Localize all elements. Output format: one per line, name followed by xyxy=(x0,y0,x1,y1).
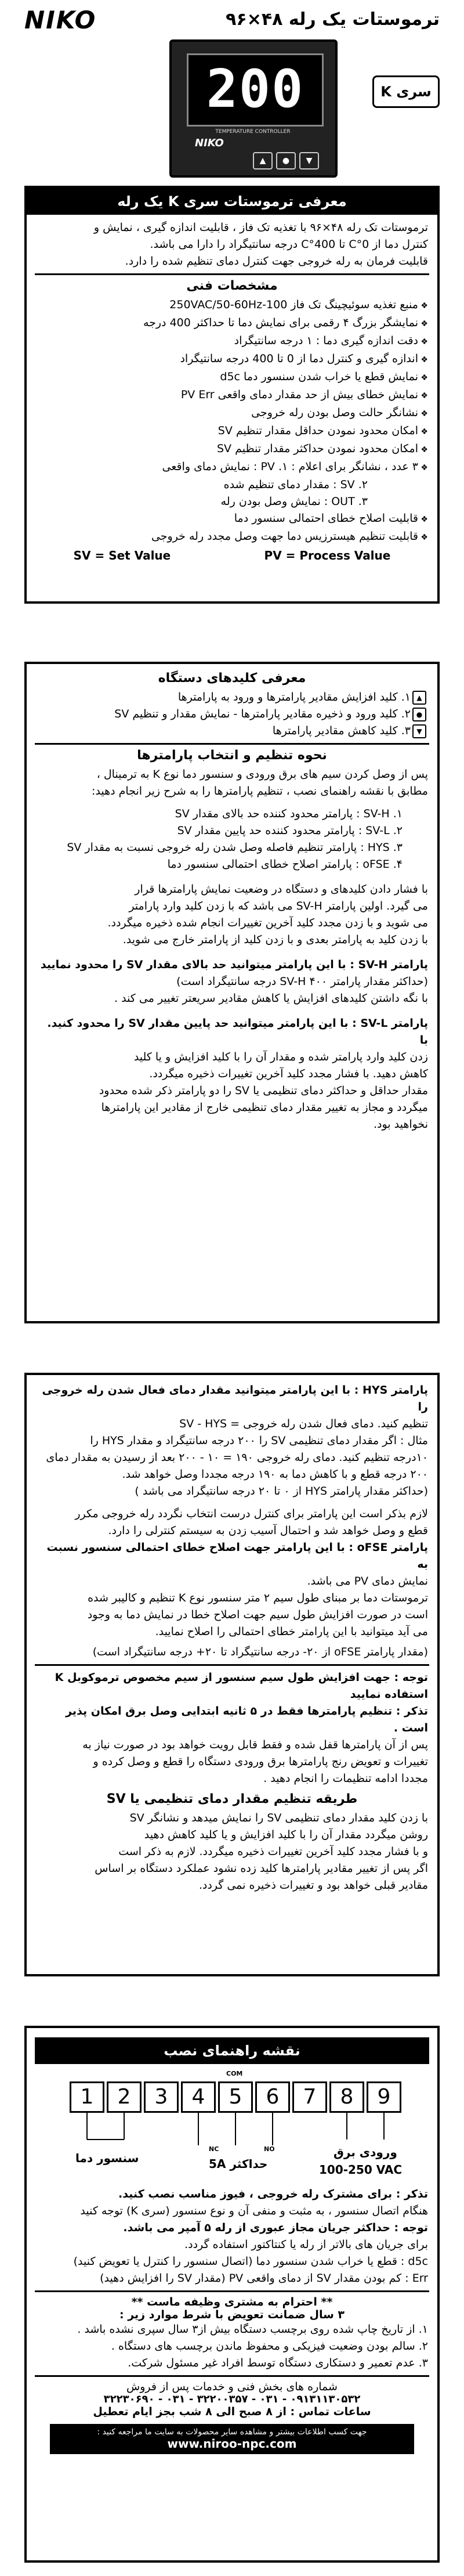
value-legend xyxy=(27,549,437,562)
terminal: 4 xyxy=(181,2081,216,2113)
paragraph-line: ترموستات دما بر مبنای طول سیم ۲ متر سنسور نوع K تنظیم و کالیبر شده xyxy=(88,1592,428,1604)
key-item: ▼۳. کلید کاهش مقادیر پارامترها xyxy=(27,723,437,739)
warning-line: پس از آن پارامترها قفل شده و فقط قابل رویت خواهد بود در صورت نیاز به xyxy=(82,1738,428,1751)
sv-line: روشن میگردد مقدار آن را با کلید افزایش و یا کلید کاهش دهید xyxy=(144,1828,428,1841)
device-display xyxy=(187,53,324,127)
paragraph-line: نخواهید بود. xyxy=(373,1118,428,1131)
install-note: Err : کم بودن مقدار SV از دمای واقعی PV (مقدار SV را افزایش دهید) xyxy=(100,2272,428,2285)
paragraph-line: مطابق با نقشه راهنمای نصب ، تنظیم پارامترها را به شرح زیر انجام دهید: xyxy=(92,785,428,798)
header xyxy=(24,6,440,180)
device-key-up[interactable]: ▲ xyxy=(253,152,273,169)
install-note: برای جریان های بالاتر از رله یا کنتاکتور استفاده گردد. xyxy=(184,2238,428,2251)
paragraph-line: مثال : اگر مقدار دمای تنظیمی SV را ۲۰۰ درجه سانتیگراد و مقدار HYS را xyxy=(90,1434,428,1447)
intro-bar: معرفی ترموستات سری K یک رله xyxy=(27,188,437,215)
spec-item: ۲. SV : مقدار دمای تنظیم شده xyxy=(223,478,368,491)
spec-item: ❖ امکان محدود نمودن حداقل مقدار تنظیم SV xyxy=(27,423,437,441)
paragraph-line: میگردد و مجاز به تغییر مقدار دمای تنظیمی خارج از مقادیر این پارامترها xyxy=(101,1101,428,1114)
divider xyxy=(35,1664,429,1666)
spec-item: ❖ نمایش خطای بیش از حد مقدار دمای واقعی PV Err xyxy=(27,387,437,405)
sv-line: اگر پس از تغییر مقادیر پارامترها کلید زده نشود عملکرد دستگاه بر اساس xyxy=(95,1862,428,1875)
device-key-down[interactable]: ▼ xyxy=(299,152,319,169)
paragraph-line: مقدار حداقل و حداکثر دمای تنظیمی یا SV را دو پارامتر ذکر شده محدود xyxy=(99,1084,428,1097)
warranty-item: ۳. عدم تعمیر و دستکاری دستگاه توسط افراد غیر مسئول شرکت. xyxy=(128,2357,428,2369)
paragraph-line: پارامتر HYS : با این پارامتر میتوانید مقدار دمای فعال شدن رله خروجی را xyxy=(42,1384,428,1413)
intro-specs-panel xyxy=(24,186,440,604)
paragraph-line: با نگه داشتن کلیدهای افزایش یا کاهش مقادیر سریعتر تغییر می کند . xyxy=(114,992,428,1005)
terminal: 1 xyxy=(70,2081,104,2113)
sv-line: مقادیر قبلی خواهد بود و تغییرات ذخیره نمی گردد. xyxy=(198,1879,428,1892)
terminal: 2 xyxy=(107,2081,142,2113)
contact-hours: ساعات تماس : از ۸ صبح الی ۸ شب بجز ایام تعطیل xyxy=(93,2405,371,2418)
terminal: 7 xyxy=(292,2081,327,2113)
install-note: d5c : قطع یا خراب شدن سنسور دما (اتصال سنسور را کنترل یا تعویض کنید) xyxy=(73,2255,428,2268)
paragraph-line: پارامتر SV-H : با این پارامتر میتوانید حد بالای مقدار SV را محدود نمایید xyxy=(40,958,428,971)
label-nc: NC xyxy=(209,2145,219,2153)
terminal: 9 xyxy=(367,2081,401,2113)
paragraph-line: لازم بذکر است این پارامتر برای کنترل درست انتخاب نگردد رله خروجی مکرر xyxy=(75,1507,428,1520)
divider xyxy=(35,273,429,275)
contact-phones: ۰۹۱۳۱۱۳۰۵۳۲ - ۰۳۱ - ۳۲۲۰۰۳۵۷ - ۰۳۱ - ۳۲۲۳۰۶۹۰ xyxy=(103,2393,361,2405)
install-note: تذکر : برای مشترک رله خروجی ، فیوز مناسب نصب کنید. xyxy=(118,2188,428,2200)
up-key-icon: ▲ xyxy=(412,691,426,705)
paragraph-line: تنظیم کنید. دمای فعال شدن رله خروجی = SV - HYS xyxy=(179,1417,428,1430)
display-value: 200 xyxy=(206,59,304,120)
sv-title: طریقه تنظیم مقدار دمای تنظیمی یا SV xyxy=(106,1792,358,1806)
intro-line: کنترل دما از 0°C تا 400°C درجه سانتیگراد را دارا می باشد. xyxy=(150,238,428,251)
install-panel xyxy=(24,2026,440,2563)
legend-pv: PV = Process Value xyxy=(264,549,391,562)
set-key-icon: ● xyxy=(412,708,426,721)
warranty-item: ۱. از تاریخ چاپ شده روی برچسب دستگاه بیش از۳ سال سپری نشده باشد . xyxy=(77,2323,428,2336)
divider xyxy=(35,2375,429,2377)
series-badge: سری K xyxy=(372,75,440,108)
warranty-title: ** احترام به مشتری وظیفه ماست ** xyxy=(131,2296,333,2308)
paragraph-line: ۱۰درجه تنظیم کنید. دمای رله خروجی ۱۹۰ = ۱۰ - ۲۰۰ بعد از رسیدن به مقدار دمای xyxy=(46,1451,428,1464)
keys-panel xyxy=(24,662,440,1323)
intro-line: ترموستات تک رله ۴۸×۹۶ با تغذیه تک فاز ، قابلیت اندازه گیری ، نمایش و xyxy=(93,221,428,234)
paragraph-line: می آید میتوانید با این پارامتر خطای احتمالی را اصلاح نمایید. xyxy=(155,1625,428,1638)
warning-line: تغییرات و تعویض رنج پارامترها برق ورودی دستگاه را قطع و وصل کرده و xyxy=(93,1755,428,1768)
page-title: ترموستات یک رله ۴۸×۹۶ xyxy=(226,9,440,30)
device-caption: TEMPERATURE CONTROLLER xyxy=(215,129,291,135)
device-key-set[interactable]: ● xyxy=(276,152,296,169)
param-item: ۱. SV-H : پارامتر محدود کننده حد بالای مقدار SV xyxy=(175,807,403,820)
settings-panel xyxy=(24,1373,440,1976)
paragraph-line: پس از وصل کردن سیم های برق ورودی و سنسور دما نوع K به ترمینال ، xyxy=(96,768,428,781)
install-bar: نقشه راهنمای نصب xyxy=(35,2037,429,2064)
param-item: ۴. oFSE : پارامتر اصلاح خطای احتمالی سنسور دما xyxy=(167,858,403,871)
terminal: 3 xyxy=(144,2081,179,2113)
param-item: ۳. HYS : پارامتر تنظیم فاصله وصل شدن رله خروجی نسبت به مقدار SV xyxy=(67,841,403,854)
paragraph-line: کاهش دهید. با فشار مجدد کلید آخرین تغییرات ذخیره میگردد. xyxy=(149,1067,428,1080)
sv-line: و با فشار مجدد کلید آخرین تغییرات ذخیره میگردد. لازم به ذکر است xyxy=(118,1845,428,1858)
spec-item: ❖ نمایشگر بزرگ ۴ رقمی برای نمایش دما تا حداکثر 400 درجه xyxy=(27,315,437,333)
paragraph-line: (حداکثر مقدار پارامتر HYS از ۰ تا ۲۰ درجه سانتیگراد می باشد ) xyxy=(135,1485,428,1498)
device-image xyxy=(169,39,338,178)
warning-line: توجه : جهت افزایش طول سیم سنسور از سیم مخصوص ترموکوبل K استفاده نمایید xyxy=(55,1671,428,1701)
intro-line: قابلیت فرمان به رله خروجی جهت کنترل دمای تنظیم شده را دارد. xyxy=(125,255,428,268)
spec-item: ❖ ۳ عدد ، نشانگر برای اعلام : ۱. PV : نمایش دمای واقعی xyxy=(27,459,437,477)
spec-item: ❖ دقت اندازه گیری دما : ۱ درجه سانتیگراد xyxy=(27,333,437,351)
legend-sv: SV = Set Value xyxy=(73,549,171,562)
specs-title: مشخصات فنی xyxy=(186,279,278,293)
paragraph-line: با زدن کلید به پارامتر بعدی و با زدن کلید از پارامتر خارج می شوید. xyxy=(122,933,428,946)
sv-line: با زدن کلید مقدار دمای تنظیمی SV را نمایش میدهد و نشانگر SV xyxy=(129,1812,428,1824)
paragraph-line: پارامتر oFSE : با این پارامتر جهت اصلاح خطای احتمالی سنسور نسبت به xyxy=(46,1541,428,1571)
terminal: 6 xyxy=(255,2081,290,2113)
key-item: ●۲. کلید ورود و ذخیره مقادیر پارامترها - نمایش مقدار و تنظیم SV xyxy=(27,706,437,723)
spec-item: ❖ نمایش قطع یا خراب شدن سنسور دما d5c xyxy=(27,369,437,387)
warranty-sub: ۳ سال ضمانت تعویض با شرط موارد زیر : xyxy=(119,2308,345,2321)
label-com: COM xyxy=(226,2070,243,2077)
key-item: ▲۱. کلید افزایش مقادیر پارامترها و ورود به پارامترها xyxy=(27,689,437,706)
install-note: هنگام اتصال سنسور ، به مثبت و منفی آن و نوع سنسور (سری K) توجه کنید xyxy=(80,2205,428,2217)
spec-item: ❖ اندازه گیری و کنترل دما از 0 تا 400 درجه سانتیگراد xyxy=(27,351,437,369)
paragraph-line: با فشار دادن کلیدهای و دستگاه در وضعیت نمایش پارامترها قرار xyxy=(135,883,428,896)
down-key-icon: ▼ xyxy=(412,724,426,738)
keys-title: معرفی کلیدهای دستگاه xyxy=(158,671,306,686)
divider xyxy=(35,2290,429,2292)
label-power-fa: ورودی برق xyxy=(334,2145,397,2159)
contact-title: شماره های بخش فنی و خدمات پس از فروش xyxy=(126,2380,338,2393)
paragraph-line: می گیرد. اولین پارامتر SV-H می باشد که با زدن کلید وارد پارامتر xyxy=(129,900,428,912)
spec-item: ❖ قابلیت اصلاح خطای احتمالی سنسور دما xyxy=(27,510,437,528)
params-subtitle: نحوه تنظیم و انتخاب پارامترها xyxy=(137,748,327,763)
spec-item: ۳. OUT : نمایش وصل بودن رله xyxy=(220,495,368,508)
brand-logo: NIKO xyxy=(24,6,97,34)
terminal: 8 xyxy=(329,2081,364,2113)
warning-line: تذکر : تنظیم پارامترها فقط در ۵ ثانیه ابتدایی وصل برق امکان پذیر است . xyxy=(66,1705,428,1734)
install-note: توجه : حداکثر جریان مجاز عبوری از رله ۵ آمپر می باشد. xyxy=(123,2221,428,2234)
spec-item: ❖ نشانگر حالت وصل بودن رله خروجی xyxy=(27,405,437,423)
footer-note: جهت کسب اطلاعات بیشتر و مشاهده سایر محصولات به سایت ما مراجعه کنید : xyxy=(97,2427,367,2437)
label-relay: حداکثر 5A xyxy=(209,2157,268,2171)
warranty-item: ۲. سالم بودن وضعیت فیزیکی و محفوظ ماندن برچسب های دستگاه . xyxy=(111,2340,428,2353)
label-no: NO xyxy=(264,2145,275,2153)
paragraph-line: است در صورت افزایش طول سیم جهت اصلاح خطا در نمایش دما به وجود xyxy=(87,1608,428,1621)
divider xyxy=(35,743,429,745)
paragraph-line: ۲۰۰ درجه قطع و با کاهش دما به ۱۹۰ درجه مجددا وصل خواهد شد. xyxy=(122,1468,428,1481)
paragraph-line: قطع و وصل خواهد شد و احتمال آسیب زدن به سیستم کنترلی را دارد. xyxy=(108,1524,428,1537)
terminal: 5 xyxy=(218,2081,253,2113)
paragraph-line: نمایش دمای PV می باشد. xyxy=(307,1575,428,1588)
label-power: 100-250 VAC xyxy=(319,2163,403,2177)
paragraph-line: زدن کلید وارد پارامتر شده و مقدار آن را با کلید افزایش و یا کلید xyxy=(133,1051,428,1063)
paragraph-line: (حداکثر مقدار پارامتر SV-H ۴۰۰ درجه سانتیگراد است) xyxy=(176,975,428,988)
spec-item: ❖ امکان محدود نمودن حداکثر مقدار تنظیم SV xyxy=(27,441,437,459)
spec-item: ❖ منبع تغذیه سوئیچینگ تک فاز 100-250VAC/50-60Hz xyxy=(27,297,437,315)
website-box xyxy=(50,2424,414,2454)
warning-line: مجددا ادامه تنظیمات را انجام دهید . xyxy=(263,1772,428,1785)
paragraph-line: می شوید و با زدن مجدد کلید آخرین تغییرات انجام شده ذخیره میگردد. xyxy=(107,917,428,929)
spec-item: ❖ قابلیت تنظیم هیسترزیس دما جهت وصل مجدد رله خروجی xyxy=(27,528,437,546)
wiring-diagram xyxy=(35,2064,429,2186)
device-brand: NIKO xyxy=(195,137,224,149)
label-sensor: سنسور دما xyxy=(75,2151,139,2165)
paragraph-line: پارامتر SV-L : با این پارامتر میتوانید حد پایین مقدار SV را محدود کنید. با xyxy=(47,1017,428,1047)
range-note: (مقدار پارامتر oFSE از ۲۰- درجه سانتیگراد تا ۲۰+ درجه سانتیگراد است) xyxy=(92,1646,428,1658)
website-link[interactable]: www.niroo-npc.com xyxy=(167,2437,297,2451)
param-item: ۲. SV-L : پارامتر محدود کننده حد پایین مقدار SV xyxy=(177,824,403,837)
